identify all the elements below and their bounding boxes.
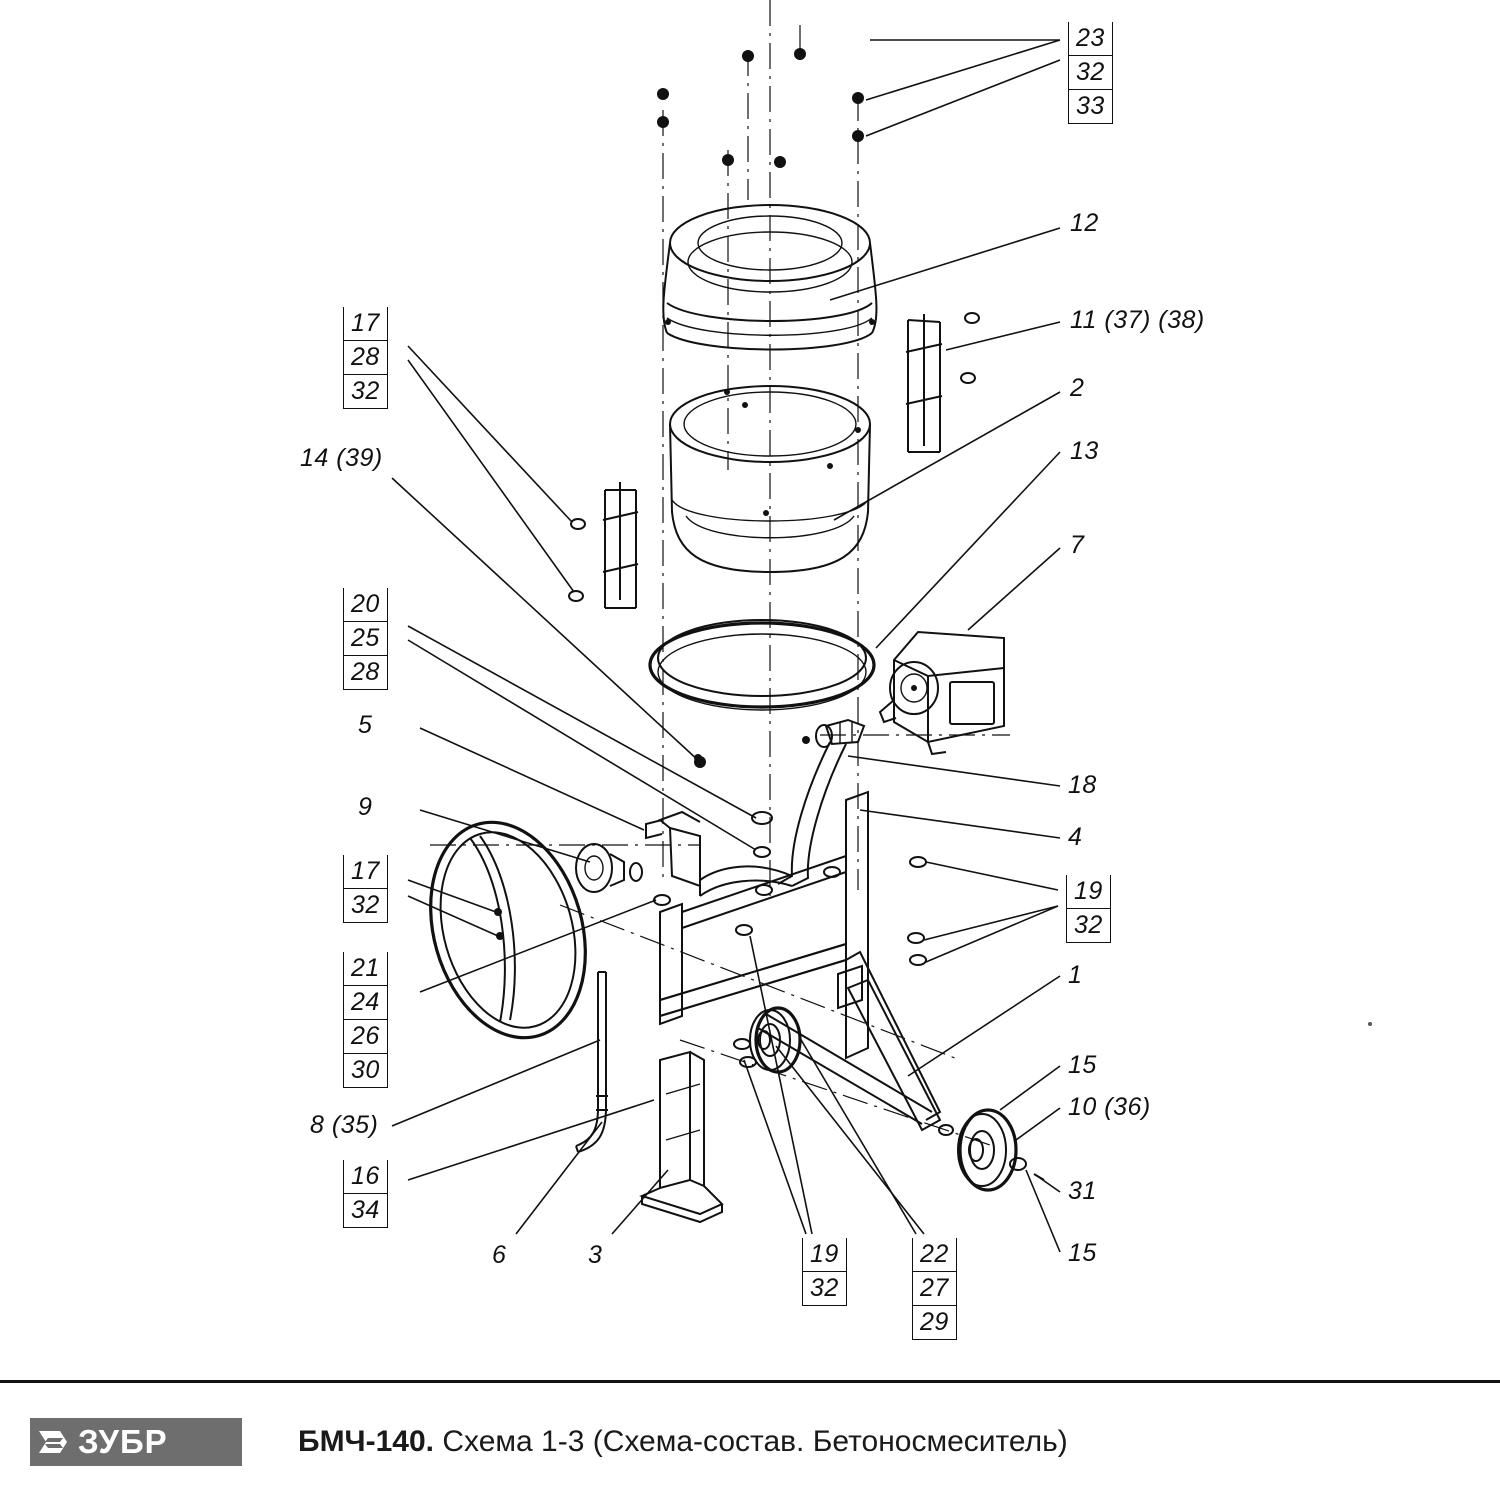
- callout-item: 29: [912, 1305, 957, 1339]
- callout-17-28-32: [343, 307, 388, 409]
- fastener-dots: [657, 48, 864, 768]
- callout-9: [358, 792, 372, 822]
- callout-item: 23: [1068, 22, 1113, 55]
- callout-19-32-right: [1066, 875, 1111, 943]
- callout-item: 10 (36): [1068, 1093, 1151, 1121]
- callout-item: 15: [1068, 1239, 1097, 1267]
- part-9-handwheel: [407, 804, 670, 1056]
- callout-item: 8 (35): [310, 1111, 379, 1139]
- part-7-motor-gearbox: [880, 632, 1004, 754]
- callout-item: 33: [1068, 89, 1113, 123]
- callout-22-27-29: [912, 1238, 957, 1340]
- callout-19-32-bottom: [802, 1238, 847, 1306]
- callout-item: 26: [343, 1019, 388, 1053]
- model-number: БМЧ-140.: [298, 1424, 435, 1458]
- callout-12: [1070, 208, 1099, 238]
- callout-item: 17: [343, 855, 388, 888]
- callout-item: 13: [1070, 437, 1099, 465]
- callout-item: 18: [1068, 771, 1097, 799]
- callout-3: [588, 1240, 602, 1270]
- callout-item: 31: [1068, 1177, 1097, 1205]
- callout-item: 7: [1070, 531, 1085, 559]
- axis-lines: [430, 0, 1010, 1145]
- callout-21-24-26-30: [343, 952, 388, 1088]
- callout-item: 4: [1068, 823, 1083, 851]
- callout-item: 2: [1070, 374, 1085, 402]
- logo-text: ЗУБР: [78, 1422, 168, 1460]
- callout-23-32-33: [1068, 22, 1113, 124]
- callout-item: 28: [343, 340, 388, 374]
- callout-11: [1070, 305, 1205, 335]
- callout-8: [310, 1110, 378, 1140]
- callout-7: [1070, 530, 1084, 560]
- callout-item: 5: [358, 711, 373, 739]
- callout-item: 9: [358, 793, 373, 821]
- callout-item: 16: [343, 1160, 388, 1193]
- callout-31: [1068, 1176, 1097, 1206]
- callout-18: [1068, 770, 1097, 800]
- callout-16-34: [343, 1160, 388, 1228]
- callout-item: 14 (39): [300, 444, 383, 472]
- callout-15-lower: [1068, 1238, 1097, 1268]
- callout-item: 17: [343, 307, 388, 340]
- zubr-arrow-icon: [30, 1418, 76, 1466]
- callout-item: 28: [343, 655, 388, 689]
- callout-17-32: [343, 855, 388, 923]
- part-6-handle-rod: [576, 972, 608, 1152]
- callout-item: 34: [343, 1193, 388, 1227]
- callout-15-upper: [1068, 1050, 1097, 1080]
- callout-item: 15: [1068, 1051, 1097, 1079]
- callout-item: 20: [343, 588, 388, 621]
- part-13-ring-gear: [650, 620, 874, 710]
- part-1-main-frame: [660, 792, 940, 1130]
- part-17-paddle-left: [569, 482, 638, 608]
- callout-item: 32: [1068, 55, 1113, 89]
- callout-item: 25: [343, 621, 388, 655]
- part-18-coupling: [802, 720, 864, 747]
- part-11-paddle-right: [906, 313, 979, 452]
- callout-item: 32: [802, 1271, 847, 1305]
- callout-2: [1070, 373, 1084, 403]
- callout-item: 22: [912, 1238, 957, 1271]
- callout-item: 11 (37) (38): [1070, 306, 1205, 334]
- callout-item: 32: [343, 888, 388, 922]
- sheet-caption: [298, 1425, 1068, 1459]
- callout-item: 3: [588, 1241, 603, 1269]
- callout-item: 12: [1070, 209, 1099, 237]
- registration-mark: [1368, 1022, 1372, 1026]
- callout-item: 32: [343, 374, 388, 408]
- callout-13: [1070, 436, 1099, 466]
- callout-20-25-28: [343, 588, 388, 690]
- callout-item: 19: [802, 1238, 847, 1271]
- callout-item: 32: [1066, 908, 1111, 942]
- callout-item: 30: [343, 1053, 388, 1087]
- callout-14: [300, 443, 383, 473]
- callout-item: 1: [1068, 961, 1083, 989]
- callout-5: [358, 710, 372, 740]
- part-10-wheel-rear: [750, 1008, 800, 1072]
- part-10-wheel-front: [939, 1110, 1044, 1190]
- footer: [0, 1383, 1500, 1500]
- caption-text: Схема 1-3 (Схема-состав. Бетоносмеситель): [442, 1424, 1068, 1458]
- callout-10: [1068, 1092, 1151, 1122]
- callout-1: [1068, 960, 1082, 990]
- callout-item: 19: [1066, 875, 1111, 908]
- callout-item: 21: [343, 952, 388, 985]
- callout-item: 27: [912, 1271, 957, 1305]
- callout-4: [1068, 822, 1082, 852]
- zubr-logo: [30, 1418, 242, 1466]
- part-3-leg-post: [642, 1052, 722, 1222]
- callout-item: 24: [343, 985, 388, 1019]
- callout-item: 6: [492, 1241, 507, 1269]
- part-4-yoke-arm: [646, 742, 846, 896]
- callout-6: [492, 1240, 506, 1270]
